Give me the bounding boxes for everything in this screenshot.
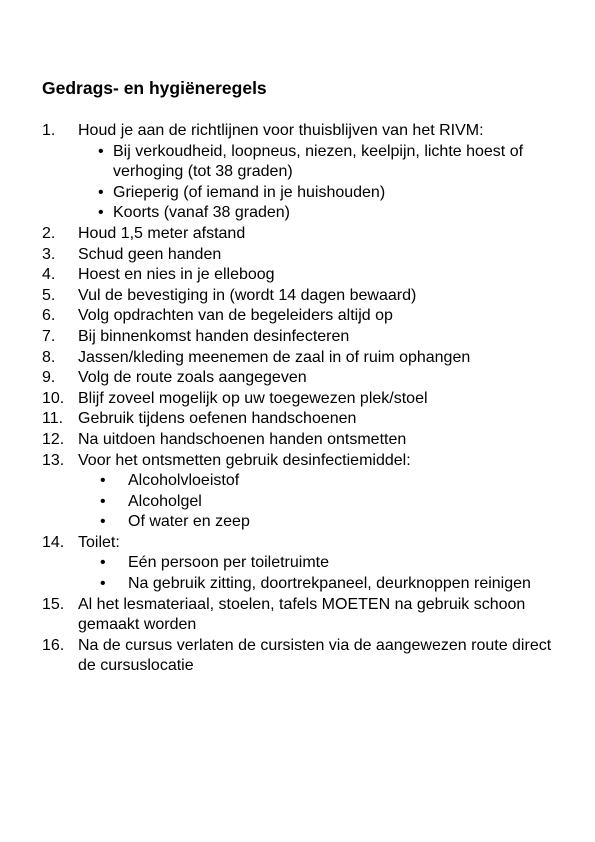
bullet-icon: • [98,142,104,160]
list-item [42,348,572,369]
item-text: Jassen/kleding meenemen de zaal in of ruim ophangen [78,348,471,366]
sub-item-text: Alcoholvloeistof [128,472,240,490]
item-text: Houd 1,5 meter afstand [78,224,246,242]
sub-item-text: Bij verkoudheid, loopneus, niezen, keelpijn, lichte hoest of verhoging (tot 38 graden) [113,142,524,181]
item-text: Bij binnenkomst handen desinfecteren [78,327,350,345]
sublist [42,142,572,224]
sub-item [78,574,572,595]
item-number: 12. [42,430,65,448]
item-number: 14. [42,533,65,551]
item-text: Vul de bevestiging in (wordt 14 dagen bewaard) [78,286,417,304]
sub-item [78,492,572,513]
sub-item [78,512,572,533]
item-number: 10. [42,389,65,407]
item-text: Na de cursus verlaten de cursisten via de aangewezen route direct de cursuslocatie [78,636,552,675]
list-item [42,245,572,266]
list-item [42,533,572,554]
list-item [42,265,572,286]
bullet-icon: • [100,472,106,490]
sublist [42,553,572,594]
item-number: 5. [42,286,56,304]
bullet-icon: • [100,492,106,510]
item-text: Gebruik tijdens oefenen handschoenen [78,410,357,428]
bullet-icon: • [100,575,106,593]
item-number: 4. [42,266,56,284]
sub-item [78,203,572,224]
item-text: Volg de route zoals aangegeven [78,369,307,387]
item-text: Schud geen handen [78,245,222,263]
bullet-icon: • [98,183,104,201]
item-number: 13. [42,451,65,469]
item-text: Houd je aan de richtlijnen voor thuisblijven van het RIVM: [78,122,484,139]
item-number: 7. [42,327,56,345]
sublist [42,471,572,533]
list-item [42,121,572,142]
item-text: Blijf zoveel mogelijk op uw toegewezen plek/stoel [78,389,428,407]
list-item [42,595,572,636]
sub-item-text: Grieperig (of iemand in je huishouden) [113,183,386,201]
sub-item-text: Na gebruik zitting, doortrekpaneel, deurknoppen reinigen [128,575,531,593]
item-text: Volg opdrachten van de begeleiders altijd op [78,307,393,325]
item-number: 16. [42,636,65,654]
list-item [42,389,572,410]
list-item [42,286,572,307]
list-item [42,306,572,327]
item-number: 1. [42,122,56,139]
bullet-icon: • [98,204,104,222]
bullet-icon: • [100,513,106,531]
item-number: 2. [42,224,56,242]
list-item [42,409,572,430]
list-item [42,224,572,245]
sub-item [78,553,572,574]
sub-item [78,142,572,183]
item-text: Toilet: [78,533,120,551]
list-item [42,430,572,451]
sub-item [78,183,572,204]
item-number: 8. [42,348,56,366]
sub-item-text: Eén persoon per toiletruimte [128,554,329,572]
page-title: Gedrags- en hygiëneregels [42,78,267,98]
list-item [42,327,572,348]
sub-item-text: Alcoholgel [128,492,202,510]
item-text: Na uitdoen handschoenen handen ontsmetten [78,430,407,448]
item-text: Al het lesmateriaal, stoelen, tafels MOETEN na gebruik schoon gemaakt worden [78,595,526,634]
sub-item-text: Of water en zeep [128,513,250,531]
list-item [42,368,572,389]
rules-list [42,121,572,677]
item-number: 9. [42,369,56,387]
bullet-icon: • [100,554,106,572]
item-text: Voor het ontsmetten gebruik desinfectiemiddel: [78,451,411,469]
item-text: Hoest en nies in je elleboog [78,266,275,284]
item-number: 3. [42,245,56,263]
item-number: 15. [42,595,65,613]
item-number: 11. [42,410,64,428]
list-item [42,636,572,677]
list-item [42,451,572,472]
sub-item-text: Koorts (vanaf 38 graden) [113,204,290,222]
item-number: 6. [42,307,56,325]
sub-item [78,471,572,492]
